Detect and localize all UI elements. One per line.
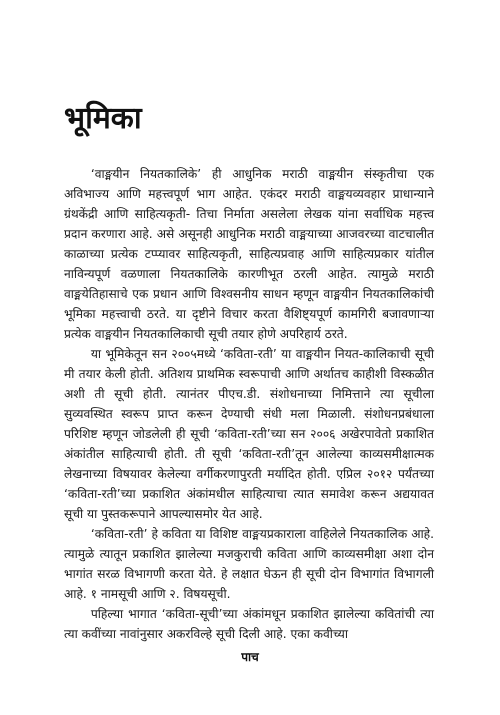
body-text bbox=[64, 164, 434, 644]
paragraph: ‘वाङ्मयीन नियतकालिके’ ही आधुनिक मराठी वाङ्मयीन संस्कृतीचा एक अविभाज्य आणि महत्त्वपूर्ण भाग आहेत. एकंदर मराठी वाङ्मयव्यवहार प्राधान्याने ग्रंथकेंद्री आणि साहित्यकृती- तिचा निर्माता असलेला लेखक यांना सर्वाधिक महत्त्व प्रदान करणारा आहे. असे असूनही आधुनिक मराठी वाङ्मयाच्या आजवरच्या वाटचालीत काळाच्या प्रत्येक टप्प्यावर साहित्यकृती, साहित्यप्रवाह आणि साहित्यप्रकार यांतील नाविन्यपूर्ण वळणाला नियतकालिके कारणीभूत ठरली आहेत. त्यामुळे मराठी वाङ्मयेतिहासाचे एक प्रधान आणि विश्वसनीय साधन म्हणून वाङ्मयीन नियतकालिकांची भूमिका महत्त्वाची ठरते. या दृष्टीने विचार करता वैशिष्ट्यपूर्ण कामगिरी बजावणाऱ्या प्रत्येक वाङ्मयीन नियतकालिकाची सूची तयार होणे अपरिहार्य ठरते. bbox=[64, 167, 434, 341]
paragraph: या भूमिकेतून सन २००५मध्ये ‘कविता-रती’ या वाङ्मयीन नियत-कालिकाची सूची मी तयार केली होती. अतिशय प्राथमिक स्वरूपाची आणि अर्थातच काहीशी विस्कळीत अशी ती सूची होती. त्यानंतर पीएच.डी. संशोधनाच्या निमित्ताने त्या सूचीला सुव्यवस्थित स्वरूप प्राप्त करून देण्याची संधी मला मिळाली. संशोधनप्रबंधाला परिशिष्ट म्हणून जोडलेली ही सूची ‘कविता-रती’च्या सन २००६ अखेरपावेतो प्रकाशित अंकांतील साहित्याची होती. ती सूची ‘कविता-रती’तून आलेल्या काव्यसमीक्षात्मक लेखनाच्या विषयावर केलेल्या वर्गीकरणापुरती मर्यादित होती. एप्रिल २०१२ पर्यंतच्या ‘कविता-रती’च्या प्रकाशित अंकांमधील साहित्याचा त्यात समावेश करून अद्ययावत सूची या पुस्तकरूपाने आपल्यासमोर येत आहे. bbox=[64, 347, 434, 521]
page-heading: भूमिका bbox=[64, 101, 142, 136]
paragraph: पहिल्या भागात ‘कविता-सूची’च्या अंकांमधून प्रकाशित झालेल्या कवितांची त्या त्या कवींच्या नावांनुसार अकरविल्हे सूची दिली आहे. एका कवीच्या bbox=[64, 607, 434, 641]
paragraph: ‘कविता-रती’ हे कविता या विशिष्ट वाङ्मयप्रकाराला वाहिलेले नियतकालिक आहे. त्यामुळे त्यातून प्रकाशित झालेल्या मजकुराची कविता आणि काव्यसमीक्षा अशा दोन भागांत सरळ विभागणी करता येते. हे लक्षात घेऊन ही सूची दोन विभागांत विभागली आहे. १ नामसूची आणि २. विषयसूची. bbox=[64, 527, 434, 601]
page-number: पाच bbox=[241, 650, 259, 664]
